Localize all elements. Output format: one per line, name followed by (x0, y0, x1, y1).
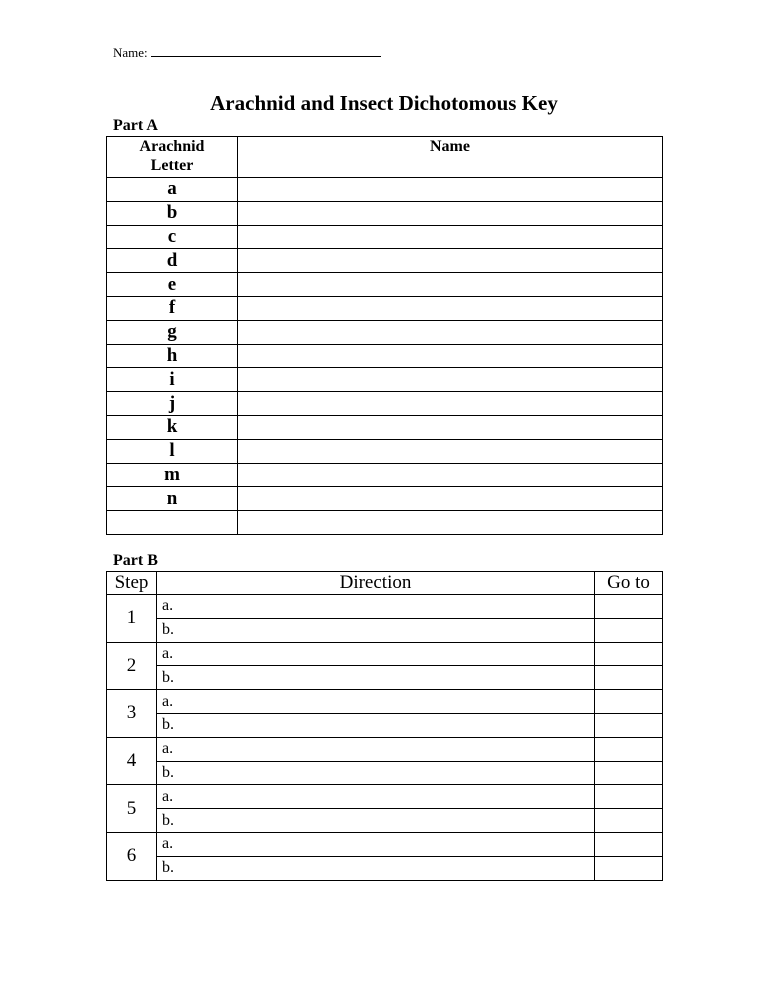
part-b-row (107, 595, 663, 619)
arachnid-letter-cell (107, 511, 238, 535)
arachnid-name-cell[interactable] (238, 463, 663, 487)
direction-cell[interactable]: a. (157, 785, 595, 809)
goto-cell[interactable] (595, 856, 663, 880)
step-number-cell: 3 (107, 690, 157, 738)
part-a-row (107, 296, 663, 320)
part-a-row (107, 439, 663, 463)
arachnid-name-cell[interactable] (238, 249, 663, 273)
goto-cell[interactable] (595, 713, 663, 737)
goto-cell[interactable] (595, 690, 663, 714)
goto-cell[interactable] (595, 595, 663, 619)
goto-cell[interactable] (595, 737, 663, 761)
direction-cell[interactable]: b. (157, 666, 595, 690)
arachnid-letter-cell: j (107, 392, 238, 416)
part-a-row (107, 463, 663, 487)
step-number-cell: 6 (107, 832, 157, 880)
part-a-row (107, 178, 663, 202)
part-a-label: Part A (113, 117, 158, 134)
name-label: Name: (113, 45, 148, 60)
arachnid-name-cell[interactable] (238, 273, 663, 297)
arachnid-letter-cell: a (107, 178, 238, 202)
arachnid-name-cell[interactable] (238, 368, 663, 392)
direction-header: Direction (157, 572, 595, 595)
part-b-label: Part B (113, 552, 158, 569)
step-number-cell: 5 (107, 785, 157, 833)
direction-cell[interactable]: a. (157, 642, 595, 666)
part-a-row (107, 225, 663, 249)
part-b-row (107, 737, 663, 761)
arachnid-name-cell[interactable] (238, 439, 663, 463)
arachnid-letter-cell: f (107, 296, 238, 320)
part-b-table (106, 571, 663, 881)
arachnid-letter-cell: g (107, 320, 238, 344)
goto-cell[interactable] (595, 666, 663, 690)
arachnid-letter-cell: e (107, 273, 238, 297)
part-b-row (107, 666, 663, 690)
part-a-row (107, 320, 663, 344)
name-blank-line[interactable] (151, 44, 381, 57)
direction-cell[interactable]: a. (157, 595, 595, 619)
name-field (113, 44, 381, 61)
arachnid-letter-cell: n (107, 487, 238, 511)
part-a-row (107, 511, 663, 535)
goto-cell[interactable] (595, 642, 663, 666)
goto-cell[interactable] (595, 809, 663, 833)
arachnid-letter-cell: d (107, 249, 238, 273)
arachnid-letter-cell: c (107, 225, 238, 249)
part-a-row (107, 273, 663, 297)
direction-cell[interactable]: b. (157, 856, 595, 880)
arachnid-name-cell[interactable] (238, 201, 663, 225)
direction-cell[interactable]: b. (157, 713, 595, 737)
part-b-row (107, 856, 663, 880)
arachnid-letter-cell: i (107, 368, 238, 392)
step-number-cell: 4 (107, 737, 157, 785)
part-b-row (107, 713, 663, 737)
part-b-row (107, 809, 663, 833)
goto-cell[interactable] (595, 832, 663, 856)
arachnid-name-cell[interactable] (238, 178, 663, 202)
arachnid-letter-cell: b (107, 201, 238, 225)
goto-cell[interactable] (595, 618, 663, 642)
part-a-row (107, 368, 663, 392)
arachnid-letter-cell: l (107, 439, 238, 463)
arachnid-letter-header (107, 137, 238, 178)
name-header: Name (238, 137, 663, 178)
arachnid-name-cell[interactable] (238, 225, 663, 249)
direction-cell[interactable]: b. (157, 618, 595, 642)
part-b-row (107, 832, 663, 856)
arachnid-letter-cell: m (107, 463, 238, 487)
direction-cell[interactable]: b. (157, 761, 595, 785)
direction-cell[interactable]: b. (157, 809, 595, 833)
arachnid-name-cell[interactable] (238, 487, 663, 511)
part-a-row (107, 487, 663, 511)
part-a-row (107, 415, 663, 439)
goto-cell[interactable] (595, 785, 663, 809)
step-header: Step (107, 572, 157, 595)
part-b-row (107, 642, 663, 666)
arachnid-name-cell[interactable] (238, 344, 663, 368)
direction-cell[interactable]: a. (157, 832, 595, 856)
arachnid-letter-cell: k (107, 415, 238, 439)
direction-cell[interactable]: a. (157, 690, 595, 714)
goto-header: Go to (595, 572, 663, 595)
arachnid-name-cell[interactable] (238, 511, 663, 535)
part-a-row (107, 344, 663, 368)
arachnid-name-cell[interactable] (238, 320, 663, 344)
step-number-cell: 2 (107, 642, 157, 690)
arachnid-letter-header-text: Arachnid Letter (139, 138, 205, 174)
direction-cell[interactable]: a. (157, 737, 595, 761)
page-title: Arachnid and Insect Dichotomous Key (210, 91, 558, 115)
arachnid-name-cell[interactable] (238, 392, 663, 416)
part-b-row (107, 690, 663, 714)
part-a-row (107, 201, 663, 225)
arachnid-name-cell[interactable] (238, 296, 663, 320)
part-a-row (107, 249, 663, 273)
arachnid-letter-cell: h (107, 344, 238, 368)
part-b-row (107, 761, 663, 785)
part-b-row (107, 618, 663, 642)
part-b-row (107, 785, 663, 809)
arachnid-name-cell[interactable] (238, 415, 663, 439)
goto-cell[interactable] (595, 761, 663, 785)
part-a-row (107, 392, 663, 416)
step-number-cell: 1 (107, 595, 157, 643)
part-a-table (106, 136, 663, 535)
